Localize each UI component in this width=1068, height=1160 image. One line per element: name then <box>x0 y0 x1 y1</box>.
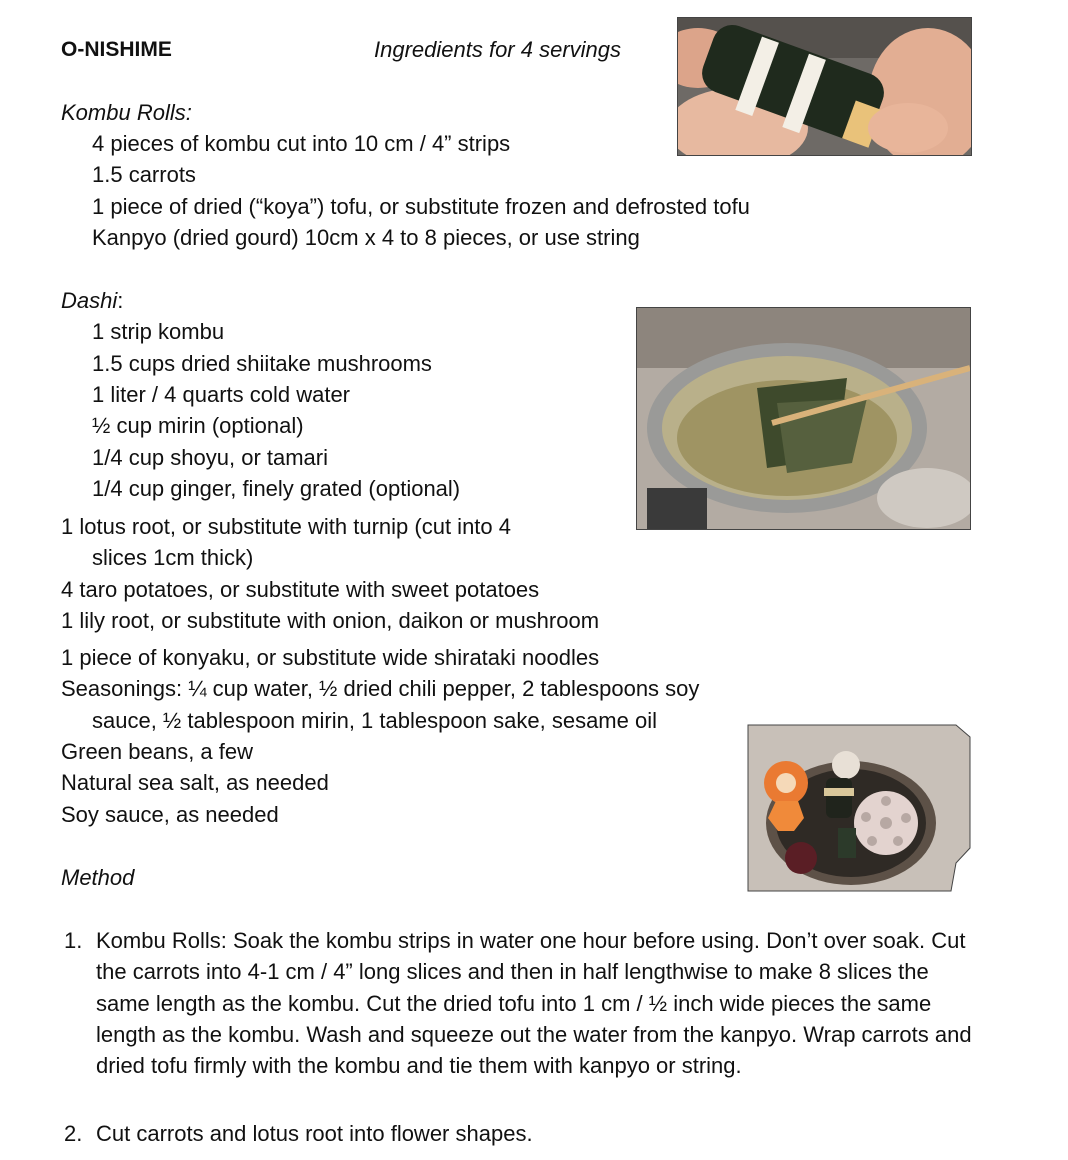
servings-note: Ingredients for 4 servings <box>374 37 622 62</box>
method-step-number: 2. <box>64 1121 83 1146</box>
ingredient-line: Soy sauce, as needed <box>61 802 279 827</box>
kombu-item: 4 pieces of kombu cut into 10 cm / 4” strips <box>92 131 511 156</box>
kombu-roll-photo <box>677 17 972 156</box>
ingredient-line: 1 piece of konyaku, or substitute wide shirataki noodles <box>61 645 600 670</box>
kombu-rolls-heading: Kombu Rolls: <box>61 100 192 125</box>
kombu-item: 1.5 carrots <box>92 162 196 187</box>
recipe-title: O-NISHIME <box>61 38 172 61</box>
ingredient-line: 1 lotus root, or substitute with turnip (cut into 4 <box>61 514 512 539</box>
method-step-number: 1. <box>64 928 83 953</box>
dashi-item: 1/4 cup ginger, finely grated (optional) <box>92 476 461 501</box>
kombu-item: Kanpyo (dried gourd) 10cm x 4 to 8 pieces, or use string <box>92 225 640 250</box>
ingredient-line: 4 taro potatoes, or substitute with sweet potatoes <box>61 577 540 602</box>
finished-dish-photo <box>746 723 971 892</box>
ingredient-line: Seasonings: ¼ cup water, ½ dried chili pepper, 2 tablespoons soy <box>61 676 700 701</box>
method-step-text: Cut carrots and lotus root into flower shapes. <box>96 1121 533 1146</box>
dashi-item: 1 liter / 4 quarts cold water <box>92 382 351 407</box>
ingredient-line: Green beans, a few <box>61 739 254 764</box>
ingredient-line: slices 1cm thick) <box>92 545 254 570</box>
dashi-pot-photo <box>636 307 971 530</box>
kombu-item: 1 piece of dried (“koya”) tofu, or substitute frozen and defrosted tofu <box>92 194 750 219</box>
dashi-heading: Dashi: <box>61 288 124 313</box>
method-step-text: Kombu Rolls: Soak the kombu strips in water one hour before using. Don’t over soak. Cut the carrots into 4-1 cm / 4” long slices and then in half lengthwise to make 8 slices the same length as the kombu. Cut the dried tofu into 1 cm / ½ inch wide pieces the same length as the kombu. Wash and squeeze out the water from the kanpyo. Wrap carrots and dried tofu firmly with the kombu and tie them with kanpyo or string. <box>96 928 972 1079</box>
dashi-item: ½ cup mirin (optional) <box>92 413 304 438</box>
dashi-item: 1.5 cups dried shiitake mushrooms <box>92 351 432 376</box>
method-heading: Method <box>61 865 135 890</box>
ingredient-line: sauce, ½ tablespoon mirin, 1 tablespoon sake, sesame oil <box>92 708 657 733</box>
ingredient-line: Natural sea salt, as needed <box>61 770 329 795</box>
dashi-item: 1 strip kombu <box>92 319 225 344</box>
dashi-item: 1/4 cup shoyu, or tamari <box>92 445 329 470</box>
ingredient-line: 1 lily root, or substitute with onion, daikon or mushroom <box>61 608 600 633</box>
